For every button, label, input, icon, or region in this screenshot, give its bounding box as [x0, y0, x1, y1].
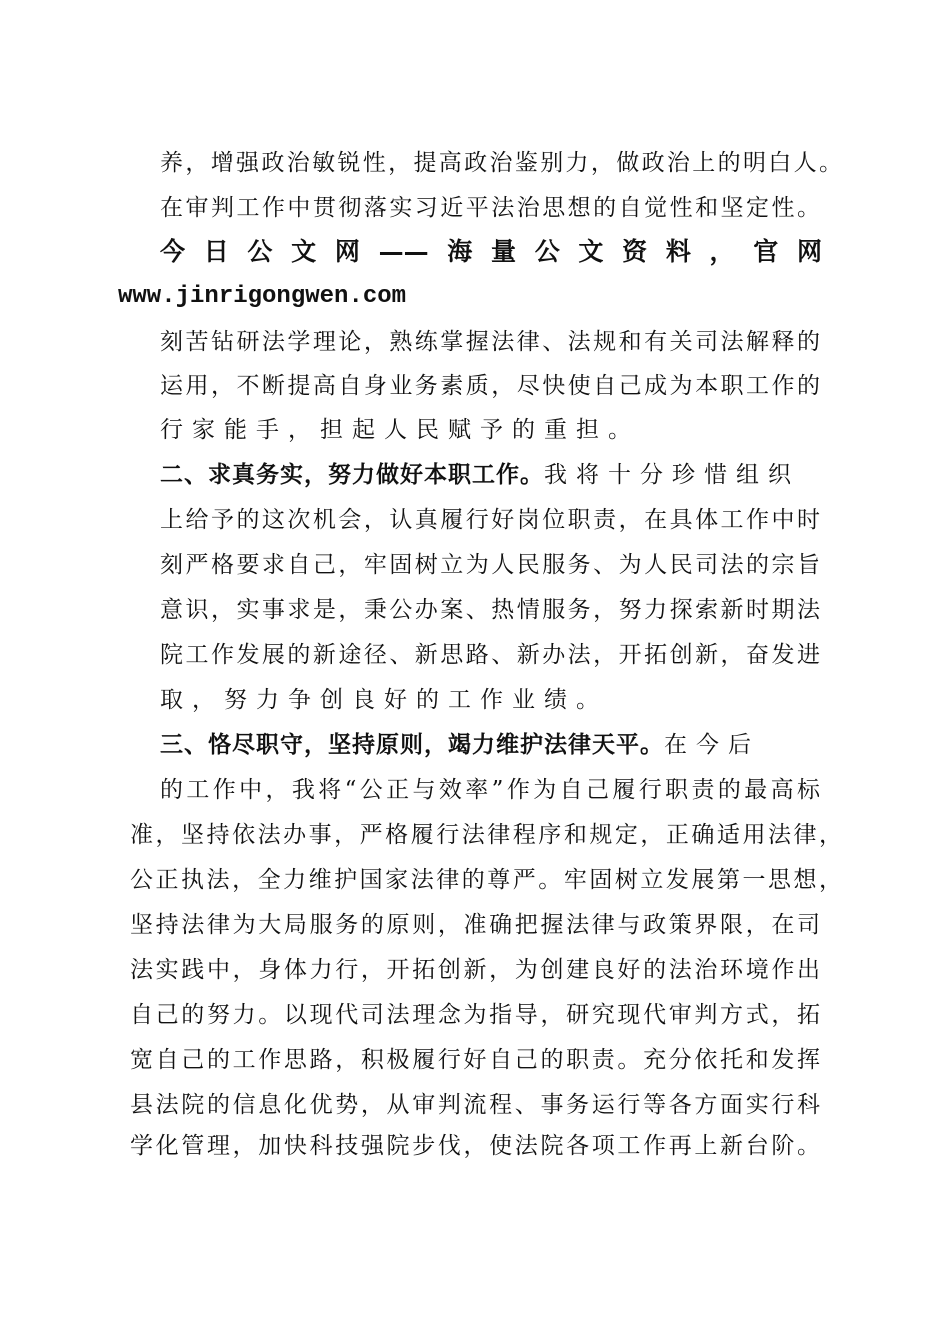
- text-line: 宽自己的工作思路，积极履行好自己的职责。充分依托和发挥: [130, 1047, 820, 1073]
- heading-rest: 我将十分珍惜组织: [544, 462, 800, 488]
- text-line: 行家能手，担起人民赋予的重担。: [160, 417, 640, 443]
- heading-bold: 三、恪尽职守，坚持原则，竭力维护法律天平。: [160, 731, 664, 758]
- text-line: 取，努力争创良好的工作业绩。: [160, 687, 608, 713]
- text-line: 刻严格要求自己，牢固树立为人民服务、为人民司法的宗旨: [160, 552, 820, 578]
- text-line: 运用，不断提高自身业务素质，尽快使自己成为本职工作的: [160, 373, 820, 399]
- text-line: 公正执法，全力维护国家法律的尊严。牢固树立发展第一思想，: [130, 867, 842, 893]
- text-line: 上给予的这次机会，认真履行好岗位职责，在具体工作中时: [160, 507, 820, 533]
- text-line: 养，增强政治敏锐性，提高政治鉴别力，做政治上的明白人。: [160, 150, 842, 176]
- text-line: 意识，实事求是，秉公办案、热情服务，努力探索新时期法: [160, 597, 820, 623]
- section-heading-3: [160, 730, 760, 760]
- website-link[interactable]: www.jinrigongwen.com: [118, 283, 407, 310]
- heading-rest: 在今后: [664, 732, 760, 758]
- text-line: 自己的努力。以现代司法理念为指导，研究现代审判方式，拓: [130, 1002, 820, 1028]
- text-line: 院工作发展的新途径、新思路、新办法，开拓创新，奋发进: [160, 642, 820, 668]
- section-heading-2: [160, 460, 800, 490]
- text-line: 准，坚持依法办事，严格履行法律程序和规定，正确适用法律，: [130, 822, 842, 848]
- text-line: 县法院的信息化优势，从审判流程、事务运行等各方面实行科: [130, 1092, 820, 1118]
- watermark-banner: 今日公文网——海量公文资料，官网: [160, 237, 822, 266]
- text-line: 学化管理，加快科技强院步伐，使法院各项工作再上新台阶。: [130, 1133, 820, 1159]
- heading-bold: 二、求真务实，努力做好本职工作。: [160, 461, 544, 488]
- text-line: 在审判工作中贯彻落实习近平法治思想的自觉性和坚定性。: [160, 195, 820, 221]
- text-line: 刻苦钻研法学理论，熟练掌握法律、法规和有关司法解释的: [160, 329, 820, 355]
- text-line: 坚持法律为大局服务的原则，准确把握法律与政策界限，在司: [130, 912, 820, 938]
- text-line: 法实践中，身体力行，开拓创新，为创建良好的法治环境作出: [130, 957, 820, 983]
- text-line: 的工作中，我将“公正与效率”作为自己履行职责的最高标: [160, 777, 820, 803]
